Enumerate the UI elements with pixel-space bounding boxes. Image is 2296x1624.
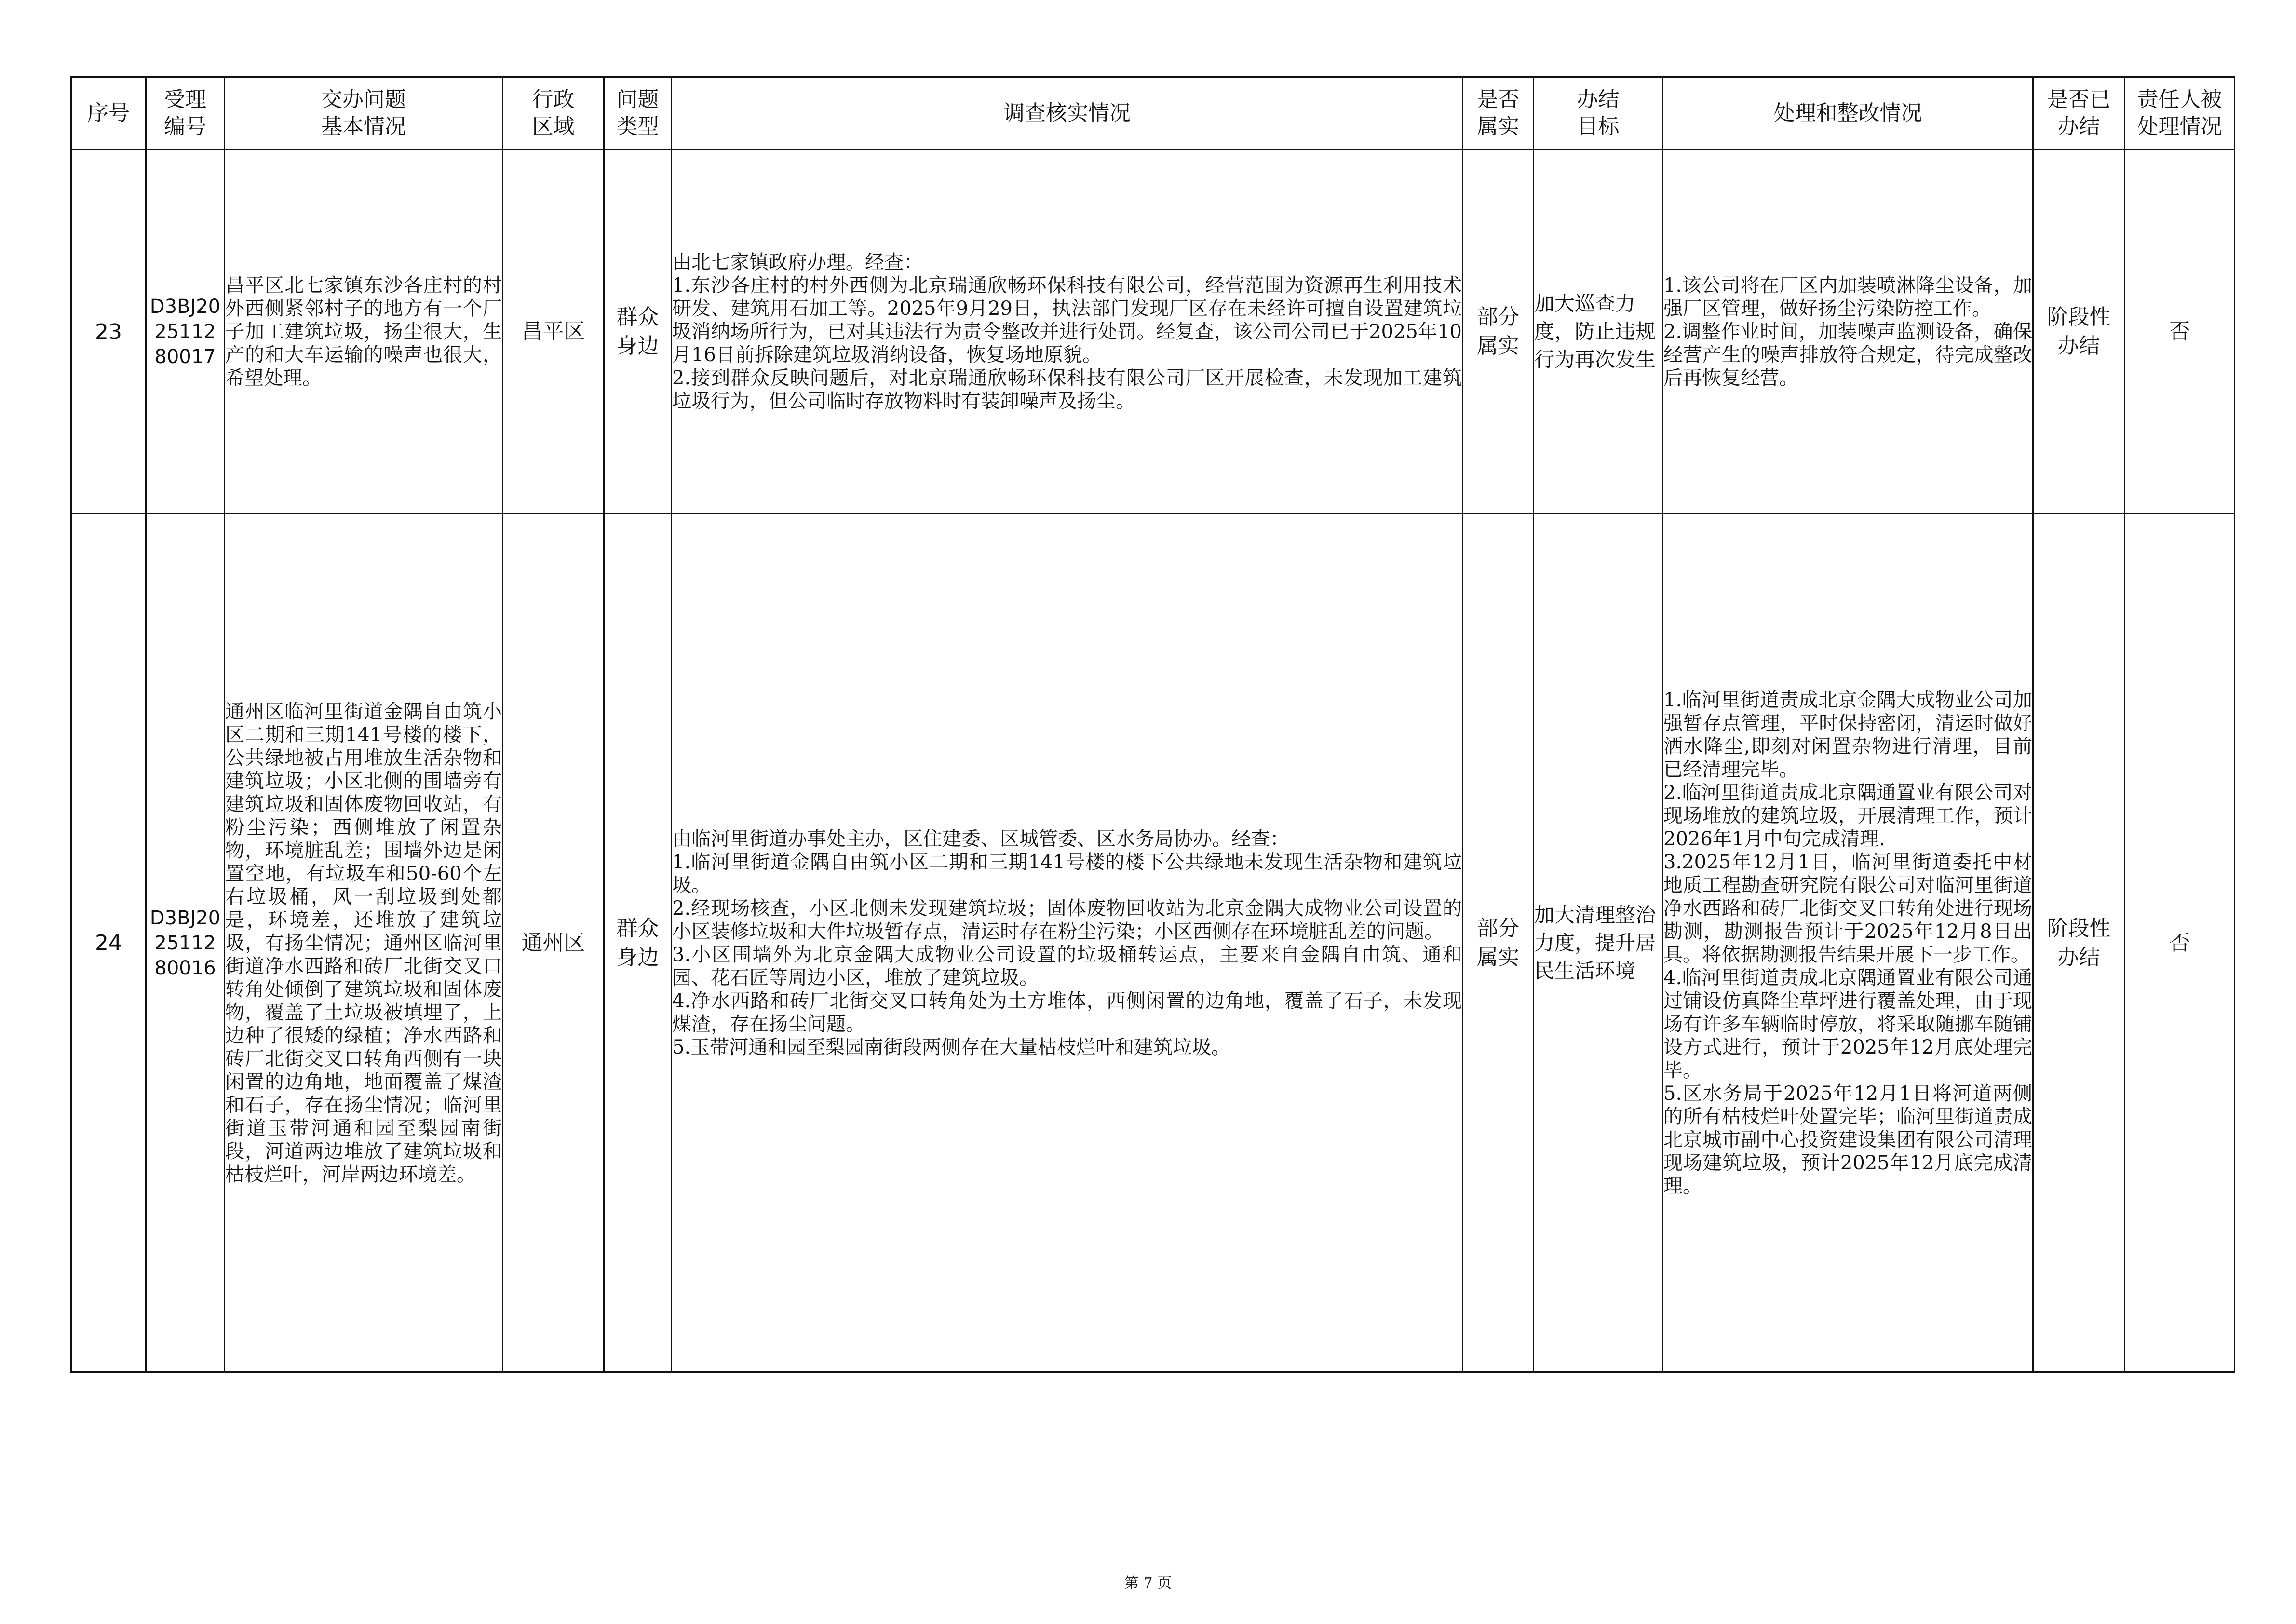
header-district: 行政 区域 <box>503 77 604 150</box>
responsible-handled: 否 <box>2125 150 2235 514</box>
header-type: 问题 类型 <box>604 77 672 150</box>
investigation-paragraph: 1.东沙各庄村的村外西侧为北京瑞通欣畅环保科技有限公司，经营范围为资源再生利用技术研发、建筑用石加工等。2025年9月29日，执法部门发现厂区存在未经许可擅自设置建筑垃圾消纳场所行为，已对其违法行为责令整改并进行处罚。经复查，该公司公司已于2025年10月16日前拆除建筑垃圾消纳设备，恢复场地原貌。 <box>672 274 1462 366</box>
truth-status: 部分 属实 <box>1463 150 1534 514</box>
acceptance-code: D3BJ20 25112 80016 <box>146 514 225 1372</box>
acceptance-code: D3BJ20 25112 80017 <box>146 150 225 514</box>
basic-situation: 昌平区北七家镇东沙各庄村的村外西侧紧邻村子的地方有一个厂子加工建筑垃圾，扬尘很大，生产的和大车运输的噪声也很大，希望处理。 <box>225 150 503 514</box>
district-cell: 通州区 <box>503 514 604 1372</box>
header-row <box>71 77 2235 150</box>
header-investigation: 调查核实情况 <box>672 77 1463 150</box>
investigation-paragraph: 4.净水西路和砖厂北街交叉口转角处为土方堆体，西侧闲置的边角地，覆盖了石子，未发现煤渣，存在扬尘问题。 <box>672 989 1462 1035</box>
investigation-paragraph: 2.接到群众反映问题后，对北京瑞通欣畅环保科技有限公司厂区开展检查，未发现加工建筑垃圾行为，但公司临时存放物料时有装卸噪声及扬尘。 <box>672 367 1462 412</box>
responsible-handled: 否 <box>2125 514 2235 1372</box>
district-cell: 昌平区 <box>503 150 604 514</box>
row-number: 24 <box>71 514 146 1372</box>
problem-type: 群众 身边 <box>604 514 672 1372</box>
closed-status: 阶段性 办结 <box>2033 150 2125 514</box>
closure-target: 加大清理整治力度，提升居民生活环境 <box>1534 514 1663 1372</box>
table-row <box>71 514 2235 1372</box>
investigation-details <box>672 150 1463 514</box>
header-code: 受理 编号 <box>146 77 225 150</box>
handling-paragraph: 4.临河里街道责成北京隅通置业有限公司通过铺设仿真降尘草坪进行覆盖处理，由于现场有许多车辆临时停放，将采取随挪车随铺设方式进行，预计于2025年12月底处理完毕。 <box>1663 966 2032 1082</box>
header-handling: 处理和整改情况 <box>1663 77 2033 150</box>
header-no: 序号 <box>71 77 146 150</box>
handling-details <box>1663 514 2033 1372</box>
investigation-paragraph: 由北七家镇政府办理。经查： <box>672 251 923 273</box>
handling-paragraph: 3.2025年12月1日，临河里街道委托中材地质工程勘查研究院有限公司对临河里街道净水西路和砖厂北街交叉口转角处进行现场勘测，勘测报告预计于2025年12月8日出具。将依据勘测报告结果开展下一步工作。 <box>1663 851 2032 966</box>
header-responsible: 责任人被 处理情况 <box>2125 77 2235 150</box>
handling-paragraph: 1.该公司将在厂区内加装喷淋降尘设备，加强厂区管理，做好扬尘污染防控工作。 <box>1663 274 2032 320</box>
row-number: 23 <box>71 150 146 514</box>
handling-paragraph: 2.临河里街道责成北京隅通置业有限公司对现场堆放的建筑垃圾，开展清理工作，预计2026年1月中旬完成清理. <box>1663 781 2032 850</box>
header-closed: 是否已 办结 <box>2033 77 2125 150</box>
table-row <box>71 150 2235 514</box>
page-number: 第 7 页 <box>1124 1575 1172 1592</box>
handling-paragraph: 2.调整作业时间，加装噪声监测设备，确保经营产生的噪声排放符合规定，待完成整改后再恢复经营。 <box>1663 321 2032 389</box>
truth-status: 部分 属实 <box>1463 514 1534 1372</box>
investigation-paragraph: 由临河里街道办事处主办，区住建委、区城管委、区水务局协办。经查： <box>672 827 1289 850</box>
investigation-paragraph: 1.临河里街道金隅自由筑小区二期和三期141号楼的楼下公共绿地未发现生活杂物和建筑垃圾。 <box>672 851 1462 896</box>
investigation-paragraph: 5.玉带河通和园至梨园南街段两侧存在大量枯枝烂叶和建筑垃圾。 <box>672 1036 1231 1058</box>
basic-situation: 通州区临河里街道金隅自由筑小区二期和三期141号楼的楼下，公共绿地被占用堆放生活杂物和建筑垃圾；小区北侧的围墙旁有建筑垃圾和固体废物回收站，有粉尘污染；西侧堆放了闲置杂物，环境脏乱差；围墙外边是闲置空地，有垃圾车和50-60个左右垃圾桶，风一刮垃圾到处都是，环境差，还堆放了建筑垃圾，有扬尘情况；通州区临河里街道净水西路和砖厂北街交叉口转角处倾倒了建筑垃圾和固体废物，覆盖了土垃圾被填埋了，上边种了很矮的绿植；净水西路和砖厂北街交叉口转角西侧有一块闲置的边角地，地面覆盖了煤渣和石子，存在扬尘情况；临河里街道玉带河通和园至梨园南街段，河道两边堆放了建筑垃圾和枯枝烂叶，河岸两边环境差。 <box>225 514 503 1372</box>
header-basic: 交办问题 基本情况 <box>225 77 503 150</box>
investigation-paragraph: 2.经现场核查，小区北侧未发现建筑垃圾；固体废物回收站为北京金隅大成物业公司设置的小区装修垃圾和大件垃圾暂存点，清运时存在粉尘污染；小区西侧存在环境脏乱差的问题。 <box>672 897 1462 943</box>
closure-target: 加大巡查力度，防止违规行为再次发生 <box>1534 150 1663 514</box>
handling-details <box>1663 150 2033 514</box>
handling-paragraph: 5.区水务局于2025年12月1日将河道两侧的所有枯枝烂叶处置完毕；临河里街道责成北京城市副中心投资建设集团有限公司清理现场建筑垃圾，预计2025年12月底完成清理。 <box>1663 1082 2032 1197</box>
header-truth: 是否 属实 <box>1463 77 1534 150</box>
investigation-paragraph: 3.小区围墙外为北京金隅大成物业公司设置的垃圾桶转运点，主要来自金隅自由筑、通和园、花石匠等周边小区，堆放了建筑垃圾。 <box>672 943 1462 989</box>
problem-table <box>70 76 2235 1373</box>
handling-paragraph: 1.临河里街道责成北京金隅大成物业公司加强暂存点管理，平时保持密闭，清运时做好洒水降尘,即刻对闲置杂物进行清理，目前已经清理完毕。 <box>1663 689 2032 781</box>
investigation-details <box>672 514 1463 1372</box>
header-target: 办结 目标 <box>1534 77 1663 150</box>
problem-type: 群众 身边 <box>604 150 672 514</box>
closed-status: 阶段性 办结 <box>2033 514 2125 1372</box>
